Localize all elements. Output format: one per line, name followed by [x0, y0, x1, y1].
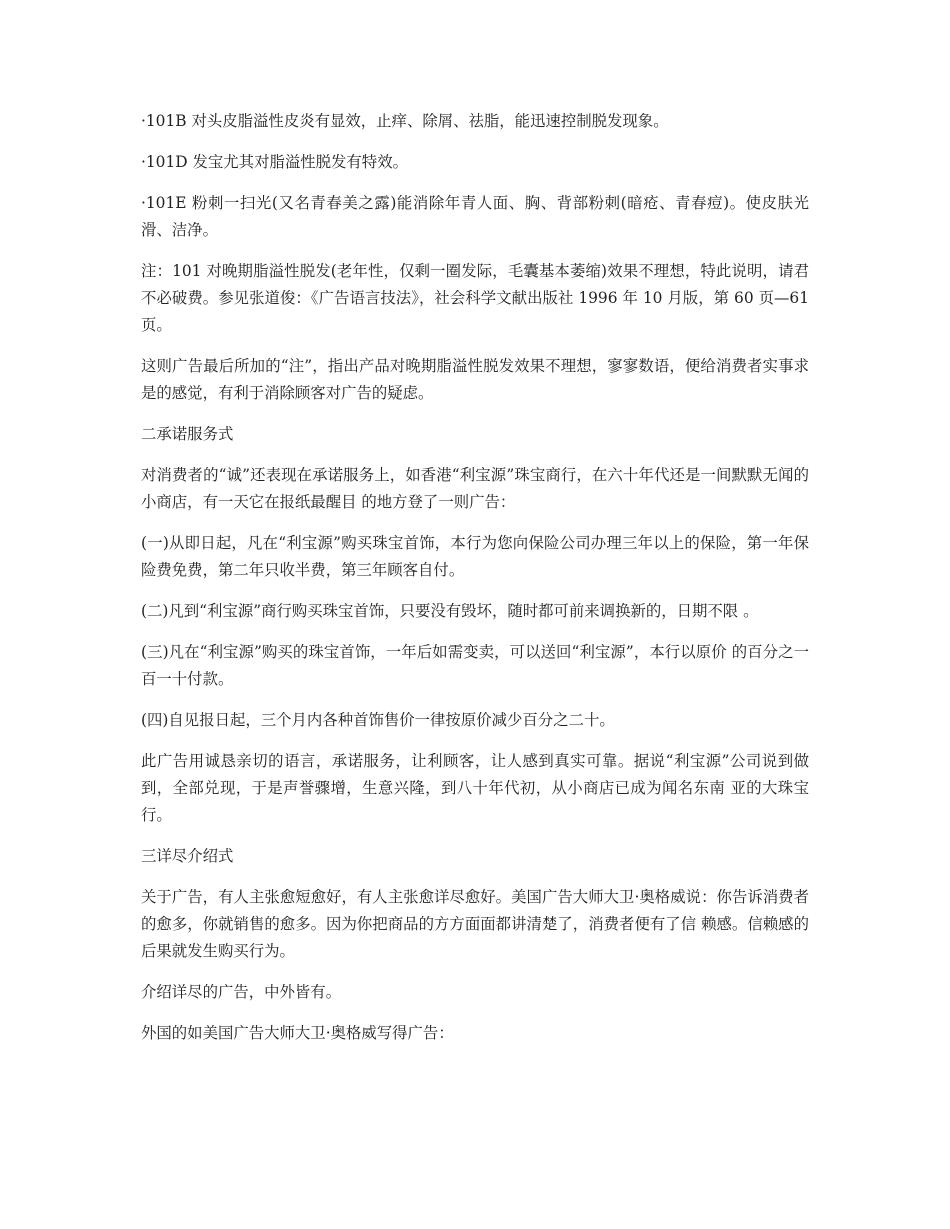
document-body [141, 108, 809, 1061]
paragraph-clause-2: (二)凡到“利宝源”商行购买珠宝首饰，只要没有毁坏，随时都可前来调换新的，日期不限 。 [141, 602, 759, 620]
paragraph-clause-1: (一)从即日起，凡在“利宝源”购买珠宝首饰，本行为您向保险公司办理三年以上的保险，第一年保险费免费，第二年只收半费，第三年顾客自付。 [141, 534, 809, 579]
paragraph-clause-4: (四)自见报日起，三个月内各种首饰售价一律按原价减少百分之二十。 [141, 711, 615, 729]
paragraph-foreign-example: 外国的如美国广告大师大卫·奥格威写得广告： [141, 1024, 454, 1042]
paragraph-libaoyuan-commentary: 此广告用诚恳亲切的语言，承诺服务，让利顾客，让人感到真实可靠。据说“利宝源”公司说到做到，全部兑现，于是声誉骤增，生意兴隆，到八十年代初，从小商店已成为闻名东南 亚的大珠宝行。 [141, 752, 809, 824]
paragraph-libaoyuan-intro: 对消费者的“诚”还表现在承诺服务上，如香港“利宝源”珠宝商行，在六十年代还是一间默默无闻的小商店，有一天它在报纸最醒目 的地方登了一则广告： [141, 466, 809, 511]
paragraph-101d: ·101D 发宝尤其对脂溢性脱发有特效。 [141, 153, 408, 171]
paragraph-clause-3: (三)凡在“利宝源”购买的珠宝首饰，一年后如需变卖，可以送回“利宝源”，本行以原价 的百分之一百一十付款。 [141, 643, 809, 688]
section-heading-promise-service: 二承诺服务式 [141, 425, 234, 443]
paragraph-note: 注：101 对晚期脂溢性脱发(老年性，仅剩一圈发际，毛囊基本萎缩)效果不理想，特此说明，请君不必破费。参见张道俊：《广告语言技法》，社会科学文献出版社 1996 年 10 月版，第 60 页—61 页。 [141, 262, 809, 334]
section-heading-detailed-intro: 三详尽介绍式 [141, 847, 234, 865]
paragraph-note-commentary: 这则广告最后所加的“注”，指出产品对晚期脂溢性脱发效果不理想，寥寥数语，便给消费者实事求是的感觉，有利于消除顾客对广告的疑虑。 [141, 357, 809, 402]
paragraph-detailed-ads: 介绍详尽的广告，中外皆有。 [141, 983, 342, 1001]
paragraph-101e: ·101E 粉刺一扫光(又名青春美之露)能消除年青人面、胸、背部粉刺(暗疮、青春痘)。使皮肤光滑、洁净。 [141, 194, 809, 239]
paragraph-101b: ·101B 对头皮脂溢性皮炎有显效，止痒、除屑、祛脂，能迅速控制脱发现象。 [141, 112, 669, 130]
paragraph-ogilvy-quote: 关于广告，有人主张愈短愈好，有人主张愈详尽愈好。美国广告大师大卫·奥格威说：你告诉消费者的愈多，你就销售的愈多。因为你把商品的方方面面都讲清楚了，消费者便有了信 赖感。信赖感的后果就发生购买行为。 [141, 888, 809, 960]
